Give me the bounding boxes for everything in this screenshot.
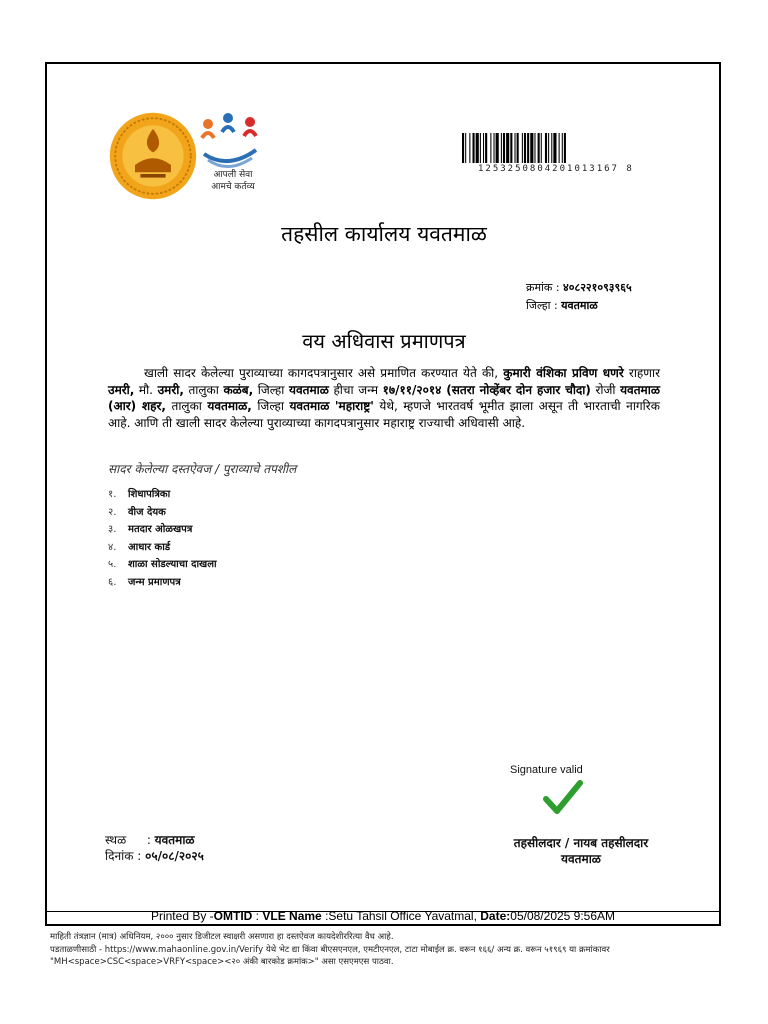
district-value: यवतमाळ	[561, 299, 598, 312]
list-item	[108, 556, 217, 574]
item-text: जन्म प्रमाणपत्र	[128, 576, 181, 588]
checkmark-icon	[543, 779, 583, 817]
list-item	[108, 539, 217, 557]
footer-notes	[50, 931, 730, 969]
officer-title: तहसीलदार / नायब तहसीलदार	[513, 836, 649, 850]
printed-sep: :	[252, 909, 263, 923]
birth-place: यवतमाळ (आर) शहर,	[108, 382, 660, 413]
footer-line-2: पडताळणीसाठी - https://www.mahaonline.gov.in/Verify येथे भेट द्या किंवा बीएसएनएल, एमटीएनएल, टाटा मोबाईल क्र. वरून १६६/ अन्य क्र. वरून ५१९६९ या क्रमांकावर	[50, 944, 610, 955]
omtid-label: OMTID	[213, 909, 253, 923]
place-row: स्थळ : यवतमाळ	[105, 833, 195, 847]
list-item	[108, 521, 217, 539]
barcode-number: 1253250804201013167 8	[478, 164, 634, 174]
taluka: कळंब,	[223, 382, 254, 397]
officer-block	[496, 835, 666, 867]
serial-label: क्रमांक :	[526, 281, 560, 294]
documents-heading: सादर केलेल्या दस्तऐवज / पुराव्याचे तपशील	[108, 462, 297, 476]
office-title: तहसील कार्यालय यवतमाळ	[281, 222, 487, 246]
district-row	[526, 298, 598, 313]
item-number: ४.	[108, 541, 117, 553]
serial-value: ४०८२२१०९३९६५	[563, 281, 632, 294]
aapli-seva-tagline	[203, 169, 263, 193]
item-number: ६.	[108, 576, 117, 588]
item-text: वीज देयक	[128, 506, 166, 518]
list-item	[108, 486, 217, 504]
printed-prefix: Printed By -	[150, 909, 214, 923]
body-p9: जिल्हा	[257, 399, 284, 413]
footer-line-1: माहिती तंत्रज्ञान (मात्र) अधिनियम, २००० नुसार डिजीटल स्वाक्षरी असणारा हा दस्तऐवज कायदेशीररित्या वैध आहे.	[50, 932, 394, 942]
body-p6: हीचा जन्म	[333, 382, 379, 397]
vle-value: :Setu Tahsil Office Yavatmal,	[325, 909, 477, 923]
printed-date-label: Date:	[480, 909, 511, 923]
date-row	[105, 848, 204, 864]
place-date-block	[105, 832, 204, 864]
item-number: ३.	[108, 524, 117, 535]
body-p1: खाली सादर केलेल्या पुराव्याच्या कागदपत्रानुसार असे प्रमाणित करण्यात येते की,	[144, 366, 499, 380]
mauja: उमरी,	[157, 382, 184, 397]
date-label: दिनांक :	[105, 849, 142, 863]
item-text: शिधापत्रिका	[128, 489, 171, 500]
item-number: ५.	[108, 559, 117, 570]
list-item	[108, 574, 217, 592]
documents-list	[108, 486, 217, 591]
item-number: १.	[108, 489, 117, 500]
item-text: आधार कार्ड	[128, 541, 171, 553]
date-of-birth: १७/११/२०१४ (सतरा नोव्हेंबर दोन हजार चौदा)	[382, 382, 591, 397]
certificate-title: वय अधिवास प्रमाणपत्र	[302, 329, 466, 353]
body-p8: तालुका	[171, 399, 202, 413]
item-text: मतदार ओळखपत्र	[128, 524, 193, 535]
list-item	[108, 504, 217, 522]
body-p4: तालुका	[188, 382, 219, 397]
footer-line-3: "MH<space>CSC<space>VRFY<space><२० अंकी बारकोड क्रमांक>" असा एसएमएस पाठवा.	[50, 957, 394, 967]
maharashtra-seal-logo	[108, 111, 198, 201]
place-value: यवतमाळ	[154, 833, 195, 847]
barcode	[462, 133, 662, 163]
body-p10: येथे, म्हणजे भारतवर्ष भूमीत झाला असून ती भारताची नागरिक आहे. आणि ती खाली सादर केलेल्या पुराव्याच्या कागदपत्रानुसार महाराष्ट्र राज्याची अधिवासी आहे.	[108, 399, 660, 430]
body-p2: राहणार	[628, 366, 660, 380]
district: यवतमाळ	[288, 382, 329, 397]
officer-place: यवतमाळ	[561, 852, 601, 866]
signature-status: Signature valid	[510, 764, 583, 776]
date-value: ०५/०८/२०२५	[145, 849, 204, 863]
item-number: २.	[108, 506, 117, 518]
body-p3: मौ.	[138, 382, 153, 397]
printed-by-line	[45, 909, 721, 923]
vle-label: VLE Name	[262, 909, 322, 923]
seva-line-1: आपली सेवा	[213, 170, 253, 180]
item-text: शाळा सोडल्याचा दाखला	[128, 559, 217, 570]
body-p5: जिल्हा	[257, 382, 285, 397]
village: उमरी,	[108, 382, 135, 397]
place-label: स्थळ	[105, 833, 127, 847]
certificate-body	[108, 365, 660, 431]
birth-district: यवतमाळ	[289, 399, 330, 413]
birth-taluka: यवतमाळ,	[207, 399, 252, 413]
state: 'महाराष्ट्र'	[334, 399, 374, 413]
body-p7: रोजी	[595, 382, 616, 397]
seva-line-2: आमचे कर्तव्य	[211, 182, 255, 192]
applicant-name: कुमारी वंशिका प्रविण धणरे	[503, 366, 624, 380]
district-label: जिल्हा :	[526, 299, 558, 312]
serial-number-row	[526, 280, 632, 295]
printed-date-value: 05/08/2025 9:56AM	[510, 909, 616, 923]
